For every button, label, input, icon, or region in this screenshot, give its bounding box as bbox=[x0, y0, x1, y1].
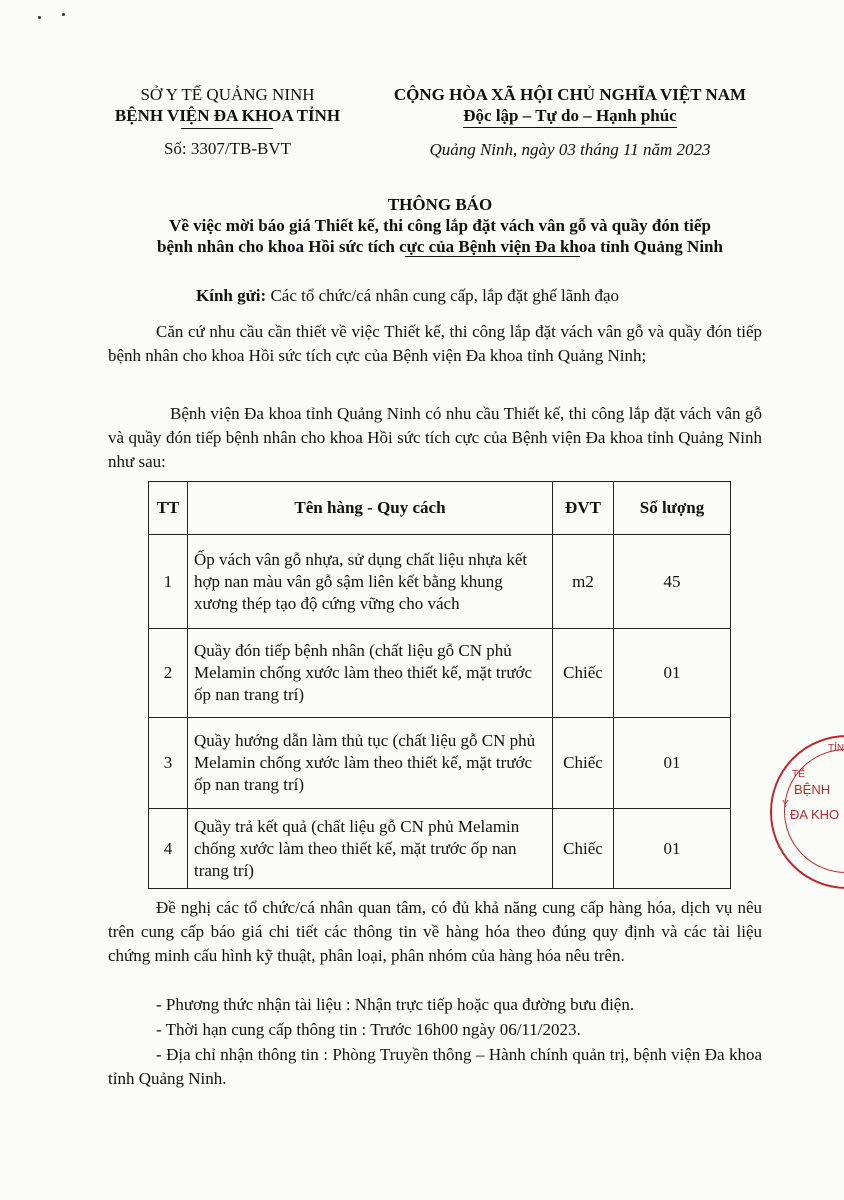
col-header-name: Tên hàng - Quy cách bbox=[188, 482, 553, 535]
stamp-text-top: TỈN bbox=[828, 743, 844, 754]
cell-name: Quầy đón tiếp bệnh nhân (chất liệu gỗ CN phủ Melamin chống xước làm theo thiết kế, mặt trước ốp nan trang trí) bbox=[188, 629, 553, 718]
closing-deadline: - Thời hạn cung cấp thông tin : Trước 16h00 ngày 06/11/2023. bbox=[156, 1020, 581, 1039]
col-header-tt: TT bbox=[149, 482, 188, 535]
cell-unit: Chiếc bbox=[553, 718, 614, 809]
country-name: CỘNG HÒA XÃ HỘI CHỦ NGHĨA VIỆT NAM bbox=[393, 85, 747, 104]
national-motto: Độc lập – Tự do – Hạnh phúc bbox=[360, 105, 780, 126]
stamp-text-line2: ĐA KHO bbox=[790, 807, 840, 822]
subject-underline bbox=[405, 256, 580, 257]
table-row bbox=[149, 809, 731, 889]
cell-unit: m2 bbox=[553, 535, 614, 629]
cell-tt: 4 bbox=[149, 809, 188, 889]
document-number: Số: 3307/TB-BVT bbox=[163, 139, 292, 158]
stamp-text-line1: BỆNH bbox=[794, 782, 831, 797]
cell-qty: 01 bbox=[614, 718, 731, 809]
table-row bbox=[149, 535, 731, 629]
recipient-value: Các tổ chức/cá nhân cung cấp, lắp đặt ghế lãnh đạo bbox=[266, 286, 620, 305]
table-row bbox=[149, 629, 731, 718]
cell-qty: 45 bbox=[614, 535, 731, 629]
issue-date: Quảng Ninh, ngày 03 tháng 11 năm 2023 bbox=[429, 140, 711, 159]
hospital-underline bbox=[181, 128, 273, 129]
cell-name: Quầy hướng dẫn làm thủ tục (chất liệu gỗ CN phủ Melamin chống xước làm theo thiết kế, mặt trước ốp nan trang trí) bbox=[188, 718, 553, 809]
cell-tt: 3 bbox=[149, 718, 188, 809]
body-paragraph-2: Bệnh viện Đa khoa tỉnh Quảng Ninh có nhu cầu Thiết kế, thi công lắp đặt vách vân gỗ và quầy đón tiếp bệnh nhân cho khoa Hồi sức tích cực của Bệnh viện Đa khoa tỉnh Quảng Ninh như sau: bbox=[108, 404, 762, 471]
body-paragraph-1: Căn cứ nhu cầu cần thiết về việc Thiết kế, thi công lắp đặt vách vân gỗ và quầy đón tiếp bệnh nhân cho khoa Hồi sức tích cực của Bệnh viện Đa khoa tỉnh Quảng Ninh; bbox=[108, 322, 762, 365]
recipient-label: Kính gửi: bbox=[196, 286, 267, 305]
cell-unit: Chiếc bbox=[553, 809, 614, 889]
notice-subject-line1: Về việc mời báo giá Thiết kế, thi công lắp đặt vách vân gỗ và quầy đón tiếp bbox=[169, 216, 711, 235]
closing-method: - Phương thức nhận tài liệu : Nhận trực tiếp hoặc qua đường bưu điện. bbox=[156, 995, 635, 1014]
cell-unit: Chiếc bbox=[553, 629, 614, 718]
col-header-qty: Số lượng bbox=[614, 482, 731, 535]
table-header-row bbox=[149, 482, 731, 535]
cell-tt: 1 bbox=[149, 535, 188, 629]
notice-heading: THÔNG BÁO bbox=[387, 195, 493, 214]
table-row bbox=[149, 718, 731, 809]
recipient-line bbox=[196, 286, 619, 306]
official-stamp bbox=[770, 735, 844, 889]
cell-tt: 2 bbox=[149, 629, 188, 718]
stamp-text-side: Y bbox=[782, 799, 789, 810]
national-block bbox=[360, 84, 780, 160]
notice-title bbox=[60, 194, 820, 257]
closing-address: - Địa chỉ nhận thông tin : Phòng Truyền thông – Hành chính quản trị, bệnh viện Đa khoa tỉnh Quảng Ninh. bbox=[108, 1045, 762, 1088]
stamp-text-left: TẾ bbox=[792, 769, 805, 780]
items-table bbox=[148, 481, 731, 889]
department-name: SỞ Y TẾ QUẢNG NINH bbox=[140, 85, 315, 104]
cell-qty: 01 bbox=[614, 629, 731, 718]
col-header-unit: ĐVT bbox=[553, 482, 614, 535]
scan-speck bbox=[38, 16, 41, 19]
cell-qty: 01 bbox=[614, 809, 731, 889]
cell-name: Ốp vách vân gỗ nhựa, sử dụng chất liệu nhựa kết hợp nan màu vân gỗ sậm liên kết bằng khung xương thép tạo độ cứng vững cho vách bbox=[188, 535, 553, 629]
issuer-block bbox=[95, 84, 360, 159]
notice-subject-line2: bệnh nhân cho khoa Hồi sức tích cực của Bệnh viện Đa khoa tỉnh Quảng Ninh bbox=[157, 237, 723, 256]
cell-name: Quầy trả kết quả (chất liệu gỗ CN phủ Melamin chống xước làm theo thiết kế, mặt trước ốp nan trang trí) bbox=[188, 809, 553, 889]
closing-request: Đề nghị các tổ chức/cá nhân quan tâm, có đủ khả năng cung cấp hàng hóa, dịch vụ nêu trên cung cấp báo giá chi tiết các thông tin về hàng hóa theo đúng quy định và các tài liệu chứng minh cấu hình kỹ thuật, phân loại, phân nhóm của hàng hóa nêu trên. bbox=[108, 898, 762, 965]
scan-speck bbox=[62, 13, 65, 16]
hospital-name: BỆNH VIỆN ĐA KHOA TỈNH bbox=[95, 105, 360, 126]
